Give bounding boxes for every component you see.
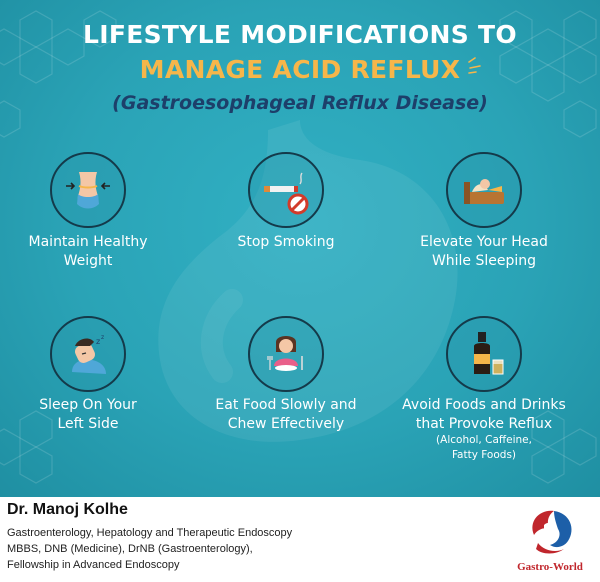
tip-label-eat: Eat Food Slowly and [215, 397, 357, 413]
tip-label-weight: Maintain Healthy [28, 234, 148, 250]
tip-label-weight-line2: Weight [63, 253, 113, 269]
waist-measure-icon [50, 152, 126, 228]
title-line-2: MANAGE ACID REFLUX [139, 55, 461, 84]
tip-label-smoking: Stop Smoking [237, 234, 335, 250]
doctor-fellowship: Fellowship in Advanced Endoscopy [7, 559, 180, 571]
tip-label-sleep: Sleep On Your [39, 397, 137, 413]
doctor-specialty: Gastroenterology, Hepatology and Therapeutic Endoscopy [7, 527, 293, 539]
doctor-footer [0, 497, 600, 582]
eating-person-icon [248, 316, 324, 392]
logo-text: Gastro-World [517, 561, 583, 573]
tip-note-avoid-line2: Fatty Foods) [451, 449, 517, 461]
subtitle: (Gastroesophageal Reflux Disease) [112, 92, 488, 114]
alcohol-bottle-icon [446, 316, 522, 392]
doctor-name: Dr. Manoj Kolhe [7, 501, 128, 518]
tip-label-elevate-line2: While Sleeping [431, 253, 537, 269]
tip-note-avoid: (Alcohol, Caffeine, [436, 434, 532, 446]
no-smoking-icon [248, 152, 324, 228]
tip-label-sleep-line2: Left Side [57, 416, 119, 432]
sleeping-person-icon [50, 316, 126, 392]
svg-text:z: z [101, 334, 105, 341]
title-line-1: LIFESTYLE MODIFICATIONS TO [83, 20, 517, 49]
tip-label-avoid: Avoid Foods and Drinks [402, 397, 566, 413]
tip-label-elevate: Elevate Your Head [420, 234, 548, 250]
tip-label-avoid-line2: that Provoke Reflux [415, 416, 553, 432]
gastro-world-logo [524, 505, 578, 559]
doctor-degrees: MBBS, DNB (Medicine), DrNB (Gastroenterology), [7, 543, 253, 555]
svg-text:z: z [96, 337, 101, 346]
elevated-pillow-icon [446, 152, 522, 228]
tip-label-eat-line2: Chew Effectively [227, 416, 345, 432]
sparkle-icon [466, 56, 484, 76]
